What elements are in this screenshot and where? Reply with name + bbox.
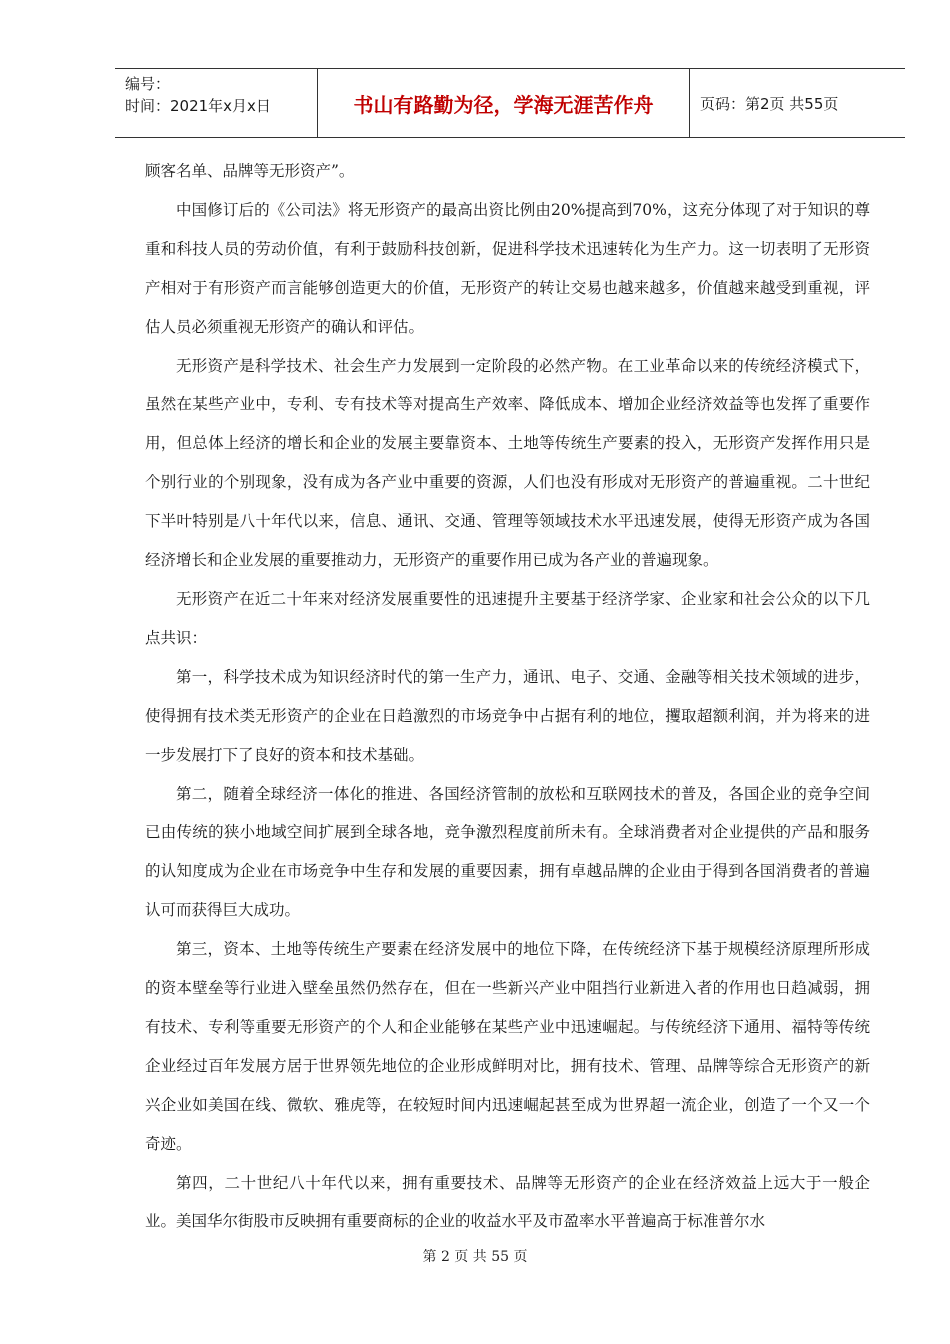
document-number-label: 编号： — [125, 75, 171, 93]
header-meta — [115, 69, 317, 137]
document-time-label: 时间：2021年x月x日 — [125, 97, 271, 115]
paragraph: 无形资产是科学技术、社会生产力发展到一定阶段的必然产物。在工业革命以来的传统经济模式下，虽然在某些产业中，专利、专有技术等对提高生产效率、降低成本、增加企业经济效益等也发挥了重要作用，但总体上经济的增长和企业的发展主要靠资本、土地等传统生产要素的投入，无形资产发挥作用只是个别行业的个别现象，没有成为各产业中重要的资源，人们也没有形成对无形资产的普遍重视。二十世纪下半叶特别是八十年代以来，信息、通讯、交通、管理等领域技术水平迅速发展，使得无形资产成为各国经济增长和企业发展的重要推动力，无形资产的重要作用已成为各产业的普遍现象。 — [145, 356, 870, 570]
header-page-number: 页码：第2页 共55页 — [700, 94, 839, 113]
header-motto: 书山有路勤为径，学海无涯苦作舟 — [317, 69, 690, 137]
paragraph: 第四，二十世纪八十年代以来，拥有重要技术、品牌等无形资产的企业在经济效益上远大于一般企业。美国华尔街股市反映拥有重要商标的企业的收益水平及市盈率水平普遍高于标准普尔水 — [145, 1173, 870, 1231]
paragraph: 顾客名单、品牌等无形资产”。 — [145, 162, 355, 180]
page-header — [115, 68, 905, 138]
paragraph: 无形资产在近二十年来对经济发展重要性的迅速提升主要基于经济学家、企业家和社会公众的以下几点共识： — [145, 589, 870, 647]
paragraph: 中国修订后的《公司法》将无形资产的最高出资比例由20%提高到70%，这充分体现了对于知识的尊重和科技人员的劳动价值，有利于鼓励科技创新，促进科学技术迅速转化为生产力。这一切表明了无形资产相对于有形资产而言能够创造更大的价值，无形资产的转让交易也越来越多，价值越来越受到重视，评估人员必须重视无形资产的确认和评估。 — [145, 200, 870, 336]
paragraph: 第二，随着全球经济一体化的推进、各国经济管制的放松和互联网技术的普及，各国企业的竞争空间已由传统的狭小地域空间扩展到全球各地，竞争激烈程度前所未有。全球消费者对企业提供的产品和服务的认知度成为企业在市场竞争中生存和发展的重要因素，拥有卓越品牌的企业由于得到各国消费者的普遍认可而获得巨大成功。 — [145, 784, 870, 920]
document-body — [145, 152, 870, 1241]
paragraph: 第三，资本、土地等传统生产要素在经济发展中的地位下降，在传统经济下基于规模经济原理所形成的资本壁垒等行业进入壁垒虽然仍然存在，但在一些新兴产业中阻挡行业新进入者的作用也日趋减弱，拥有技术、专利等重要无形资产的个人和企业能够在某些产业中迅速崛起。与传统经济下通用、福特等传统企业经过百年发展方居于世界领先地位的企业形成鲜明对比，拥有技术、管理、品牌等综合无形资产的新兴企业如美国在线、微软、雅虎等，在较短时间内迅速崛起甚至成为世界超一流企业，创造了一个又一个奇迹。 — [145, 940, 870, 1153]
page-footer: 第 2 页 共 55 页 — [422, 1249, 528, 1265]
paragraph: 第一，科学技术成为知识经济时代的第一生产力，通讯、电子、交通、金融等相关技术领域的进步，使得拥有技术类无形资产的企业在日趋激烈的市场竞争中占据有利的地位，攫取超额利润，并为将来的进一步发展打下了良好的资本和技术基础。 — [145, 667, 870, 764]
